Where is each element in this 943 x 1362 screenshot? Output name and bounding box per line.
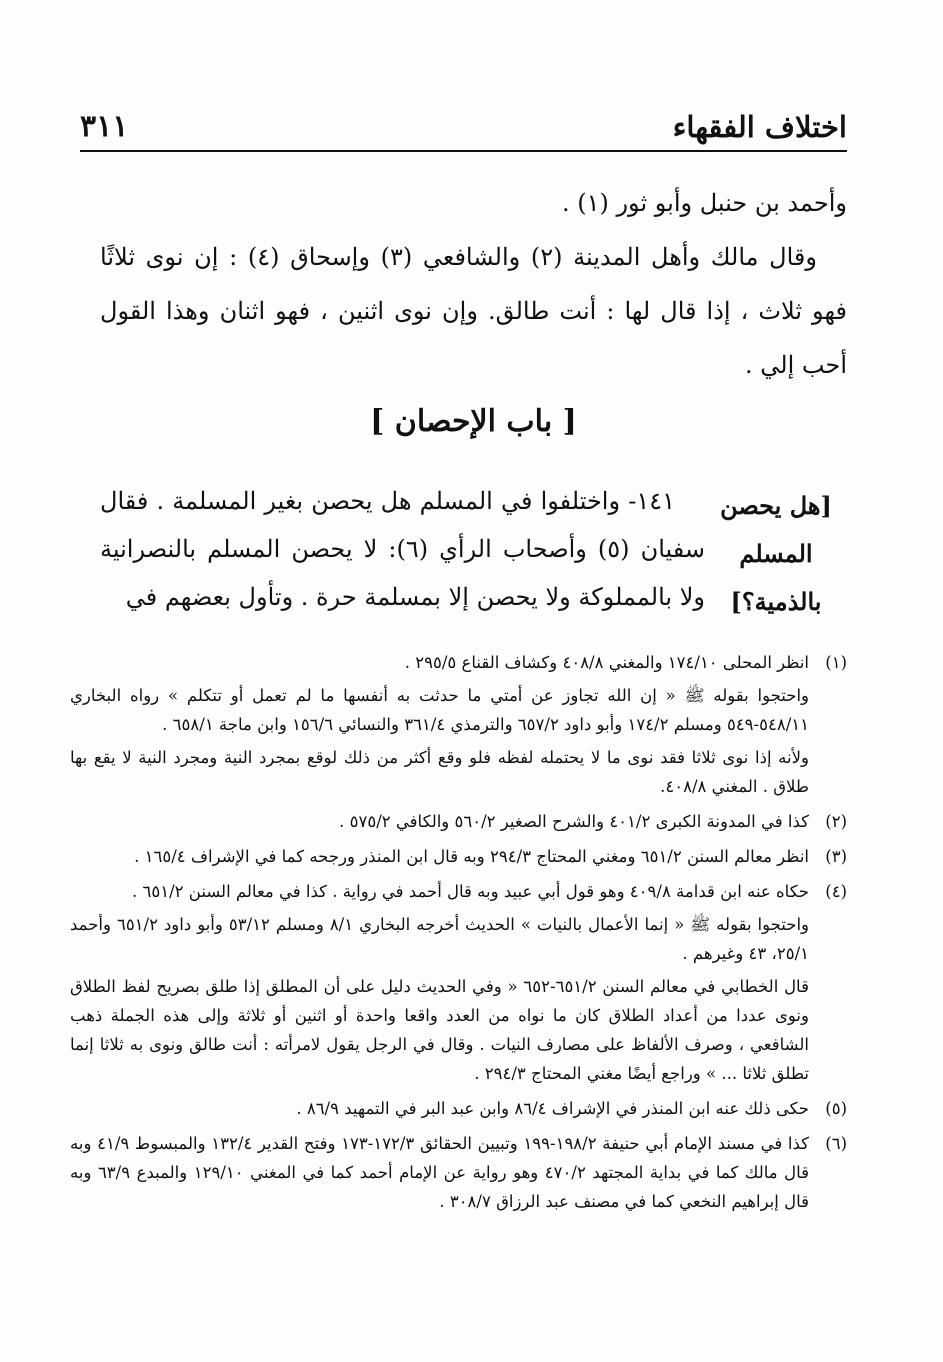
footnote-number: (٦) xyxy=(825,1134,847,1153)
footnote-text: ولأنه إذا نوى ثلاثا فقد نوى ما لا يحتمله لفظه فلو وقع أكثر من ذلك لوقع بمجرد النية ومجرد النية لا يقع بها طلاق . المغني ٤٠٨/٨. xyxy=(70,748,809,796)
page-header xyxy=(80,100,847,144)
main-paragraph-2: وقال مالك وأهل المدينة (٢) والشافعي (٣) وإسحاق (٤) : إن نوى ثلاثًا فهو ثلاث ، إذا قال لها : أنت طالق. وإن نوى اثنين ، فهو اثنان وهذا القول أحب إلي . xyxy=(100,243,847,379)
footnote-text: واحتجوا بقوله ﷺ « إنما الأعمال بالنيات » الحديث أخرجه البخاري ٨/١ ومسلم ٥٣/١٢ وأبو داود ٦٥١/٢ وأحمد ٢٥/١، ٤٣ وغيرهم . xyxy=(70,915,810,963)
footnote-5 xyxy=(70,1094,847,1123)
header-rule xyxy=(80,150,847,152)
footnote-number: (٢) xyxy=(825,812,847,831)
entry-body xyxy=(100,477,705,621)
side-heading: [هل يحصن المسلم بالذمية؟] xyxy=(720,491,832,616)
main-text xyxy=(100,176,847,392)
footnote-3 xyxy=(70,842,847,871)
footnote-text: حكى ذلك عنه ابن المنذر في الإشراف ٨٦/٤ وابن عبد البر في التمهيد ٨٦/٩ . xyxy=(296,1099,809,1118)
footnote-text: كذا في المدونة الكبرى ٤٠١/٢ والشرح الصغير ٥٦٠/٢ والكافي ٥٧٥/٢ . xyxy=(339,812,809,831)
footnote-2 xyxy=(70,807,847,836)
footnote-6 xyxy=(70,1129,847,1216)
footnote-1 xyxy=(70,648,847,801)
footnote-number: (٣) xyxy=(825,847,847,866)
footnote-text: حكاه عنه ابن قدامة ٤٠٩/٨ وهو قول أبي عبيد وبه قال أحمد في رواية . كذا في معالم السنن ٦٥١/٢ . xyxy=(132,882,809,901)
entry-paragraph: ١٤١- واختلفوا في المسلم هل يحصن بغير المسلمة . فقال سفيان (٥) وأصحاب الرأي (٦): لا يحصن المسلم بالنصرانية ولا بالمملوكة ولا يحصن إلا بمسلمة حرة . وتأول بعضهم في xyxy=(100,487,706,611)
section-title: [ باب الإحصان ] xyxy=(370,404,577,439)
footnote-text: انظر معالم السنن ٦٥١/٢ ومغني المحتاج ٢٩٤/٣ وبه قال ابن المنذر ورجحه كما في الإشراف ١٦٥/٤ . xyxy=(134,847,809,866)
footnote-text: انظر المحلى ١٧٤/١٠ والمغني ٤٠٨/٨ وكشاف القناع ٢٩٥/٥ . xyxy=(404,653,809,672)
main-line-1: وأحمد بن حنبل وأبو ثور (١) . xyxy=(561,189,847,217)
footnote-text: واحتجوا بقوله ﷺ « إن الله تجاوز عن أمتي ما حدثت به أنفسها ما لم تعمل أو تتكلم » رواه البخاري ٥٤٨/١١-٥٤٩ ومسلم ١٧٤/٢ وأبو داود ٦٥٧/٢ والترمذي ٣٦١/٤ والنسائي ١٥٦/٦ وابن ماجة ٦٥٨/١ . xyxy=(70,686,809,734)
footnote-number: (٤) xyxy=(825,882,847,901)
footnote-number: (٥) xyxy=(825,1099,847,1118)
footnote-text: كذا في مسند الإمام أبي حنيفة ١٩٨/٢-١٩٩ وتبيين الحقائق ١٧٢/٣-١٧٣ وفتح القدير ١٣٢/٤ والمبسوط ٤١/٩ وبه قال مالك كما في بداية المجتهد ٤٧٠/٢ وهو رواية عن الإمام أحمد كما في المغني ١٢٩/١٠ والمبدع ٦٣/٩ وبه قال إبراهيم النخعي كما في مصنف عبد الرزاق ٣٠٨/٧ . xyxy=(70,1134,810,1211)
footnote-text: قال الخطابي في معالم السنن ٦٥١/٢-٦٥٢ « وفي الحديث دليل على أن المطلق إذا طلق بصريح لفظ الطلاق ونوى عددا من أعداد الطلاق كان ما نواه من العدد واقعا واحدة أو اثنين أو ثلاثة وإلى هذه الجملة ذهب الشافعي ، وصرف الألفاظ على مصارف النيات . وقال في الرجل يقول لامرأته : أنت طالق ونوى به ثلاثا إنما تطلق ثلاثا ... » وراجع أيضًا مغني المحتاج ٢٩٤/٣ . xyxy=(70,977,809,1083)
running-title: اختلاف الفقهاء xyxy=(672,110,847,144)
footnote-4 xyxy=(70,877,847,1088)
footnote-number: (١) xyxy=(825,653,847,672)
footnotes xyxy=(70,648,847,1222)
page-number: ٣١١ xyxy=(80,109,129,144)
